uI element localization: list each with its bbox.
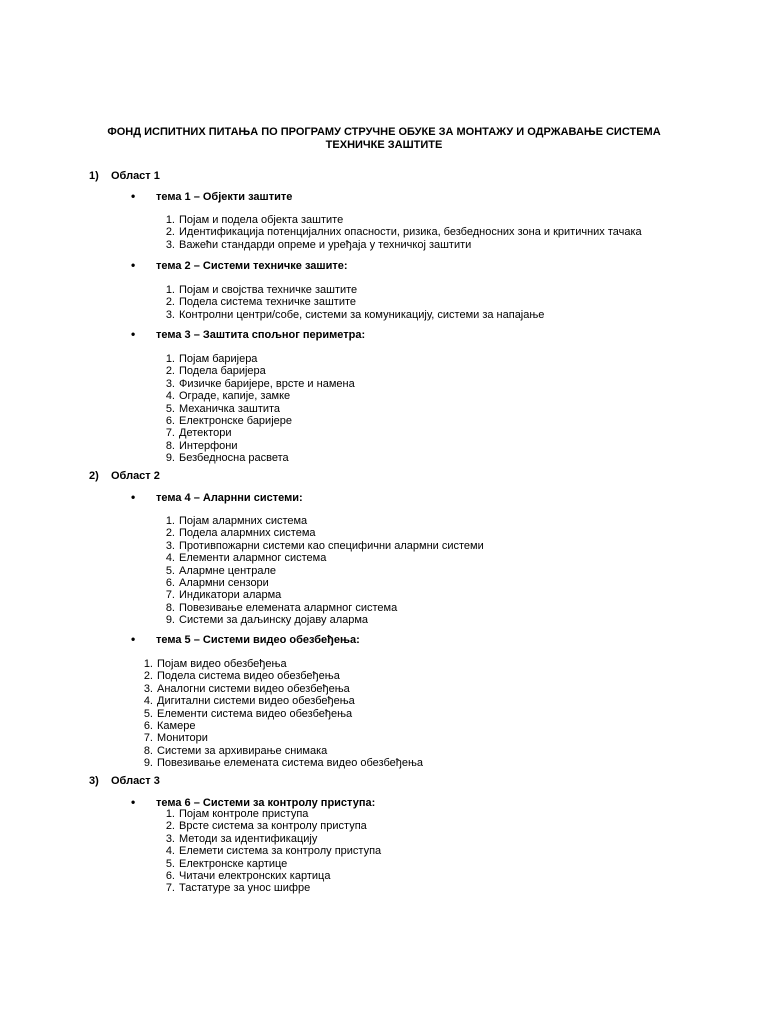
item-number: 1. [165,515,175,527]
topic-heading [131,328,365,342]
bullet-icon: • [131,258,136,272]
item-text: Појам контроле приступа [179,808,309,820]
item-number: 8. [165,439,175,452]
list-item [153,882,381,894]
item-text: Врсте система за контролу приступа [179,820,367,833]
list-item [153,515,484,527]
item-number: 2. [165,365,175,378]
list-item [153,614,484,626]
item-number: 1. [165,808,175,820]
topic-2-items [153,284,544,321]
item-number: 2. [165,820,175,833]
area-label: Област 3 [111,775,160,787]
bullet-icon: • [131,490,136,504]
item-number: 5. [165,857,175,870]
item-text: Камере [157,719,196,732]
title-line-2: ТЕХНИЧКЕ ЗАШТИТЕ [325,139,443,151]
list-item [153,527,484,539]
area-number: 3) [89,775,99,787]
list-item [153,808,381,820]
item-text: Појам баријера [179,353,258,365]
list-item [153,284,544,296]
list-item [153,214,642,226]
item-text: Методи за идентификацију [179,832,318,845]
list-item [153,239,642,251]
item-text: Тастатуре за унос шифре [179,882,311,895]
item-number: 4. [165,552,175,565]
item-text: Елементи система видео обезбеђења [157,707,353,720]
topic-heading [131,259,348,273]
item-text: Дигитални системи видео обезбеђења [157,695,355,708]
item-number: 7. [143,732,153,745]
item-text: Физичке баријере, врсте и намена [179,377,355,390]
item-text: Механичка заштита [179,402,281,415]
list-item [131,695,423,707]
list-item [153,365,355,377]
item-text: Електронске баријере [179,414,292,427]
item-number: 9. [165,452,175,465]
item-text: Елементи алармног система [179,552,327,565]
list-item [153,427,355,439]
item-number: 6. [165,869,175,882]
item-number: 8. [165,601,175,614]
item-number: 2. [165,226,175,239]
item-number: 2. [165,527,175,540]
list-item [131,732,423,744]
item-text: Појам и својства техничке заштите [179,284,358,296]
list-item [153,577,484,589]
item-number: 3. [165,832,175,845]
topic-6-items [153,808,381,895]
item-text: Системи за даљинску дојаву аларма [179,614,369,627]
list-item [153,565,484,577]
list-item [153,602,484,614]
area-heading [89,170,160,183]
area-heading [89,470,160,483]
item-number: 7. [165,882,175,895]
item-text: Електронске картице [179,857,288,870]
list-item [153,226,642,238]
item-number: 1. [165,214,175,226]
list-item [131,670,423,682]
list-item [153,415,355,427]
area-label: Област 2 [111,470,160,482]
topic-heading [131,491,303,505]
list-item [153,870,381,882]
topic-4-items [153,515,484,627]
item-text: Подела система видео обезбеђења [157,670,340,683]
area-number: 2) [89,470,99,482]
item-text: Подела система техничке заштите [179,296,357,309]
item-number: 3. [143,682,153,695]
list-item [153,403,355,415]
document-title [60,126,708,152]
item-text: Контролни центри/собе, системи за комуникацију, системи за напајање [179,308,545,321]
item-number: 5. [165,402,175,415]
list-item [153,378,355,390]
list-item [153,309,544,321]
item-number: 4. [165,845,175,858]
item-number: 2. [165,296,175,309]
topic-heading [131,633,360,647]
item-number: 5. [143,707,153,720]
item-text: Безбедносна расвета [179,452,289,465]
list-item [131,708,423,720]
item-number: 2. [143,670,153,683]
title-line-1: ФОНД ИСПИТНИХ ПИТАЊА ПО ПРОГРАМУ СТРУЧНЕ ОБУКЕ ЗА МОНТАЖУ И ОДРЖАВАЊЕ СИСТЕМА [107,126,661,138]
item-number: 4. [165,390,175,403]
item-number: 1. [165,353,175,365]
item-text: Повезивање елемената алармног система [179,601,398,614]
topic-5-items [131,658,423,770]
topic-label: тема 2 – Системи техничке зашите: [156,260,348,272]
item-number: 3. [165,377,175,390]
topic-heading [131,190,292,204]
list-item [131,658,423,670]
item-text: Појам видео обезбеђења [157,658,287,670]
list-item [153,296,544,308]
item-text: Повезивање елемената система видео обезбеђења [157,757,424,770]
item-number: 6. [165,414,175,427]
list-item [131,683,423,695]
topic-label: тема 3 – Заштита спољног периметра: [156,329,366,341]
bullet-icon: • [131,189,136,203]
item-text: Индикатори аларма [179,589,282,602]
item-text: Аналогни системи видео обезбеђења [157,682,350,695]
item-text: Појам и подела објекта заштите [179,214,344,226]
item-text: Идентификација потенцијалних опасности, ризика, безбедносних зона и критичних тачака [179,226,642,239]
item-number: 9. [143,757,153,770]
item-text: Елемети система за контролу приступа [179,845,382,858]
topic-label: тема 5 – Системи видео обезбеђења: [156,634,360,646]
list-item [153,845,381,857]
item-text: Алармне централе [179,564,276,577]
item-number: 6. [165,576,175,589]
list-item [131,757,423,769]
list-item [153,540,484,552]
item-text: Монитори [157,732,208,745]
list-item [153,452,355,464]
list-item [153,589,484,601]
item-text: Подела алармних система [179,527,316,540]
item-number: 8. [143,744,153,757]
list-item [131,720,423,732]
item-text: Алармни сензори [179,576,269,589]
area-number: 1) [89,170,99,182]
item-text: Интерфони [179,439,238,452]
item-text: Противпожарни системи као специфични алармни системи [179,539,484,552]
item-number: 1. [165,284,175,296]
bullet-icon: • [131,327,136,341]
item-text: Појам алармних система [179,515,308,527]
item-text: Подела баријера [179,365,266,378]
item-number: 5. [165,564,175,577]
area-label: Област 1 [111,170,160,182]
area-heading [89,775,160,788]
item-number: 9. [165,614,175,627]
item-number: 3. [165,539,175,552]
list-item [153,552,484,564]
item-number: 3. [165,238,175,251]
item-text: Системи за архивирање снимака [157,744,328,757]
topic-label: тема 1 – Објекти заштите [156,191,293,203]
item-number: 6. [143,719,153,732]
item-text: Ограде, капије, замке [179,390,291,403]
bullet-icon: • [131,795,136,809]
list-item [153,858,381,870]
item-number: 3. [165,308,175,321]
topic-3-items [153,353,355,465]
item-number: 1. [143,658,153,670]
list-item [153,820,381,832]
list-item [153,833,381,845]
item-number: 7. [165,427,175,440]
topic-label: тема 4 – Аларнни системи: [156,492,303,504]
list-item [153,390,355,402]
list-item [131,745,423,757]
topic-label: тема 6 – Системи за контролу приступа: [156,797,376,809]
item-number: 4. [143,695,153,708]
topic-1-items [153,214,642,251]
item-number: 7. [165,589,175,602]
item-text: Читачи електронских картица [179,869,331,882]
list-item [153,353,355,365]
item-text: Важећи стандарди опреме и уређаја у техничкој заштити [179,238,472,251]
item-text: Детектори [179,427,232,440]
list-item [153,440,355,452]
bullet-icon: • [131,632,136,646]
